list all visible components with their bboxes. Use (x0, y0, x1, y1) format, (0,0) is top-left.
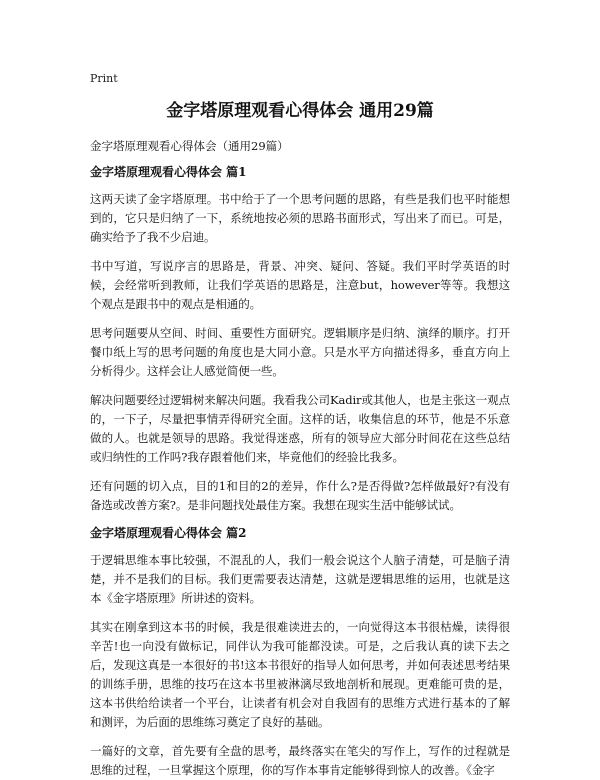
paragraph: 思考问题要从空间、时间、重要性方面研究。逻辑顺序是归纳、演绎的顺序。打开餐巾纸上写的思考问题的角度也是大同小意。只是水平方向描述得多，垂直方向上分析得少。这样会让人感觉简便一些。 (90, 326, 510, 378)
paragraph: 一篇好的文章，首先要有全盘的思考，最终落实在笔尖的写作上，写作的过程就是思维的过程，一旦掌握这个原理，你的写作本事肯定能够得到惊人的改善。《金字 (90, 744, 510, 777)
paragraph: 其实在刚拿到这本书的时候，我是很难读进去的，一向觉得这本书很枯燥，读得很辛苦!也一向没有做标记，同伴认为我可能都没读。可是，之后我认真的读下去之后，发现这真是一本很好的书!这本书很好的指导人如何思考，并如何表述思考结果的训练手册，思维的技巧在这本书里被淋漓尽致地剖析和展现。更难能可贵的是，这本书供给给读者一个平台，让读者有机会对自我固有的思维方式进行基本的了解和测评，为后面的思维练习奠定了良好的基础。 (90, 620, 510, 729)
print-link[interactable]: Print (90, 72, 118, 85)
paragraph: 解决问题要经过逻辑树来解决问题。我看我公司Kadir或其他人，也是主张这一观点的，一下子，尽量把事情弄得研究全面。这样的话，收集信息的环节，他是不乐意做的人。也就是领导的思路。我觉得迷惑，所有的领导应大部分时间花在这些总结或归纳性的工作吗?我存跟着他们来，毕竟他们的经验比我多。 (90, 393, 510, 464)
paragraph: 于逻辑思维本事比较强，不混乱的人，我们一般会说这个人脑子清楚，可是脑子清楚，并不是我们的目标。我们更需要表达清楚，这就是逻辑思维的运用，也就是这本《金字塔原理》所讲述的资料。 (90, 553, 510, 605)
page-title: 金字塔原理观看心得体会 通用29篇 (166, 101, 434, 121)
section-heading-2: 金字塔原理观看心得体会 篇2 (90, 526, 247, 540)
section-heading-1: 金字塔原理观看心得体会 篇1 (90, 165, 247, 179)
paragraph: 这两天读了金字塔原理。书中给于了一个思考问题的思路，有些是我们也平时能想到的，它只是归纳了一下，系统地按必须的思路书面形式，写出来了而已。可是，确实给予了我不少启迪。 (90, 192, 510, 244)
page-subtitle: 金字塔原理观看心得体会（通用29篇） (90, 139, 289, 153)
paragraph: 书中写道，写说序言的思路是，背景、冲突、疑问、答疑。我们平时学英语的时候，会经常听到教师，让我们学英语的思路是，注意but，however等等。我想这个观点是跟书中的观点是相通的。 (90, 259, 510, 311)
paragraph: 还有问题的切入点，目的1和目的2的差异，作什么?是否得做?怎样做最好?有没有备选或改善方案?。是非问题找处最佳方案。我想在现实生活中能够试试。 (90, 479, 510, 512)
